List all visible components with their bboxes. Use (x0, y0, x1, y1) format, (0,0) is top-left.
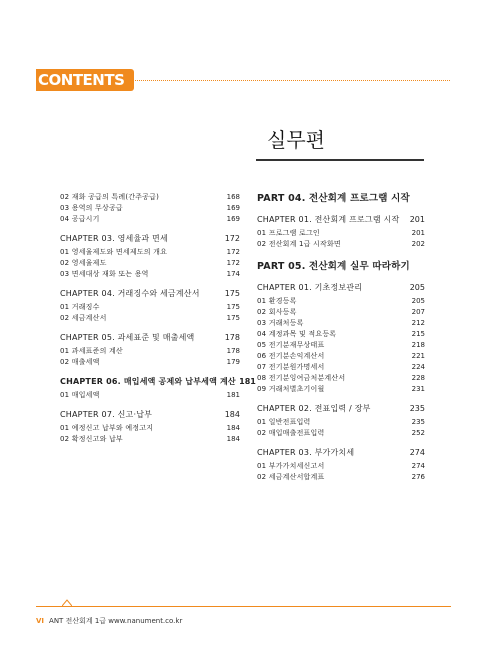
toc-item-page: 174 (226, 270, 240, 278)
toc-item (257, 239, 425, 250)
toc-item-page: 202 (411, 240, 425, 248)
toc-chapter (257, 447, 425, 459)
toc-item-page: 168 (226, 193, 240, 201)
toc-item-title: 02 매입매출전표입력 (257, 429, 325, 437)
toc-item-page: 181 (226, 391, 240, 399)
toc-part (257, 260, 425, 274)
toc-chapter (60, 332, 240, 344)
toc-chapter-page: 205 (409, 283, 425, 292)
toc-item-title: 01 프로그램 로그인 (257, 229, 320, 237)
toc-item-title: 04 계정과목 및 적요등록 (257, 330, 337, 338)
toc-item-page: 274 (411, 462, 425, 470)
toc-item-title: 02 세금계산서합계표 (257, 473, 325, 481)
toc-left-column (60, 192, 256, 445)
toc-item-page: 221 (411, 352, 425, 360)
toc-part-page (410, 260, 430, 274)
toc-item (60, 302, 240, 313)
toc-item-page: 205 (411, 297, 425, 305)
toc-item-title: 06 전기분손익계산서 (257, 352, 325, 360)
toc-item (257, 428, 425, 439)
toc-item (60, 258, 240, 269)
toc-chapter (60, 233, 240, 245)
toc-item-title: 01 매입세액 (60, 391, 100, 399)
toc-item-page: 175 (226, 314, 240, 322)
toc-item-page: 252 (411, 429, 425, 437)
header-dotted-rule (135, 80, 450, 81)
contents-title: CONTENTS (38, 71, 125, 89)
toc-item (257, 417, 425, 428)
toc-item-title: 01 부가가치세신고서 (257, 462, 325, 470)
toc-item-page: 169 (226, 204, 240, 212)
toc-item-title: 03 거래처등록 (257, 319, 304, 327)
toc-item (257, 472, 425, 483)
toc-item (60, 214, 240, 225)
toc-chapter-title: CHAPTER 05. 과세표준 및 매출세액 (60, 333, 195, 342)
toc-chapter-title: CHAPTER 03. 부가가치세 (257, 448, 355, 457)
toc-item (60, 192, 240, 203)
footer (36, 616, 182, 626)
toc-chapter-page: 181 (239, 377, 256, 386)
toc-item-title: 02 매출세액 (60, 358, 100, 366)
toc-item (257, 307, 425, 318)
toc-item-title: 01 환경등록 (257, 297, 297, 305)
toc-item-page: 184 (226, 424, 240, 432)
toc-chapter-title: CHAPTER 01. 전산회계 프로그램 시작 (257, 215, 400, 224)
toc-item-page: 224 (411, 363, 425, 371)
toc-item-title: 02 회사등록 (257, 308, 297, 316)
toc-item-title: 08 전기분잉여금처분계산서 (257, 374, 346, 382)
toc-item-page: 231 (411, 385, 425, 393)
toc-part-title: PART 04. 전산회계 프로그램 시작 (257, 193, 410, 204)
toc-chapter-title: CHAPTER 04. 거래징수와 세금계산서 (60, 289, 200, 298)
toc-chapter-title: CHAPTER 01. 기초정보관리 (257, 283, 363, 292)
toc-item (60, 423, 240, 434)
toc-item-title: 01 일반전표입력 (257, 418, 311, 426)
toc-item-title: 01 영세율제도와 면세제도의 개요 (60, 248, 168, 256)
toc-item-title: 02 영세율제도 (60, 259, 107, 267)
toc-item (257, 296, 425, 307)
footer-text: ANT 전산회계 1급 www.nanument.co.kr (49, 617, 183, 625)
toc-right-column (257, 192, 425, 483)
toc-part (257, 192, 425, 206)
toc-item (60, 346, 240, 357)
toc-chapter-page: 201 (409, 215, 425, 224)
section-title: 실무편 (267, 128, 325, 152)
toc-item (60, 313, 240, 324)
toc-chapter (60, 288, 240, 300)
toc-item-page: 235 (411, 418, 425, 426)
toc-item-page: 215 (411, 330, 425, 338)
toc-item-page: 201 (411, 229, 425, 237)
toc-chapter-page: 274 (409, 448, 425, 457)
toc-item (60, 434, 240, 445)
toc-chapter-page: 184 (224, 410, 240, 419)
toc-chapter-title: CHAPTER 06. 매입세액 공제와 납부세액 계산 (60, 377, 236, 386)
toc-item-title: 02 전산회계 1급 시작화면 (257, 240, 341, 248)
toc-chapter-page: 172 (224, 234, 240, 243)
toc-item (60, 203, 240, 214)
toc-part-title: PART 05. 전산회계 실무 따라하기 (257, 261, 410, 272)
toc-item-title: 01 거래징수 (60, 303, 100, 311)
footer-notch-marker (62, 598, 72, 608)
toc-item-page: 276 (411, 473, 425, 481)
toc-chapter-page: 178 (224, 333, 240, 342)
toc-chapter (60, 376, 256, 388)
toc-chapter-page: 175 (224, 289, 240, 298)
toc-item-page: 212 (411, 319, 425, 327)
toc-chapter-title: CHAPTER 02. 전표입력 / 장부 (257, 404, 371, 413)
toc-item-page: 228 (411, 374, 425, 382)
toc-item (257, 318, 425, 329)
toc-item-title: 01 과세표준의 계산 (60, 347, 123, 355)
toc-chapter-title: CHAPTER 03. 영세율과 면세 (60, 234, 168, 243)
toc-item (257, 384, 425, 395)
toc-item-title: 03 면세대상 재화 또는 용역 (60, 270, 149, 278)
toc-item-page: 207 (411, 308, 425, 316)
toc-item-page: 179 (226, 358, 240, 366)
toc-item-page: 169 (226, 215, 240, 223)
toc-item-title: 02 세금계산서 (60, 314, 107, 322)
toc-item-title: 02 확정신고와 납부 (60, 435, 123, 443)
footer-page-number: VI (36, 617, 45, 625)
toc-item-title: 03 용역의 무상공급 (60, 204, 123, 212)
toc-item-page: 218 (411, 341, 425, 349)
toc-chapter (257, 282, 425, 294)
toc-item (60, 247, 240, 258)
toc-item-title: 01 예정신고 납부와 예정고지 (60, 424, 154, 432)
toc-item (257, 329, 425, 340)
toc-item-title: 07 전기분원가명세서 (257, 363, 325, 371)
toc-chapter (257, 403, 425, 415)
toc-item (257, 340, 425, 351)
toc-item-title: 02 재화 공급의 특례(간주공급) (60, 193, 160, 201)
toc-item-title: 09 거래처별초기이월 (257, 385, 325, 393)
toc-item (257, 373, 425, 384)
toc-item (60, 357, 240, 368)
toc-item (60, 390, 240, 401)
section-rule (256, 159, 424, 161)
toc-item-page: 175 (226, 303, 240, 311)
toc-item (257, 351, 425, 362)
toc-item (60, 269, 240, 280)
toc-chapter-page: 235 (409, 404, 425, 413)
toc-chapter (60, 409, 240, 421)
toc-item-page: 172 (226, 259, 240, 267)
toc-item-title: 04 공급시기 (60, 215, 100, 223)
footer-rule (36, 606, 451, 607)
toc-chapter (257, 214, 425, 226)
toc-item (257, 362, 425, 373)
toc-item-page: 172 (226, 248, 240, 256)
toc-item-page: 184 (226, 435, 240, 443)
toc-item (257, 228, 425, 239)
toc-item (257, 461, 425, 472)
toc-part-page (410, 192, 430, 206)
toc-chapter-title: CHAPTER 07. 신고·납부 (60, 410, 153, 419)
toc-item-title: 05 전기분재무상태표 (257, 341, 325, 349)
toc-item-page: 178 (226, 347, 240, 355)
